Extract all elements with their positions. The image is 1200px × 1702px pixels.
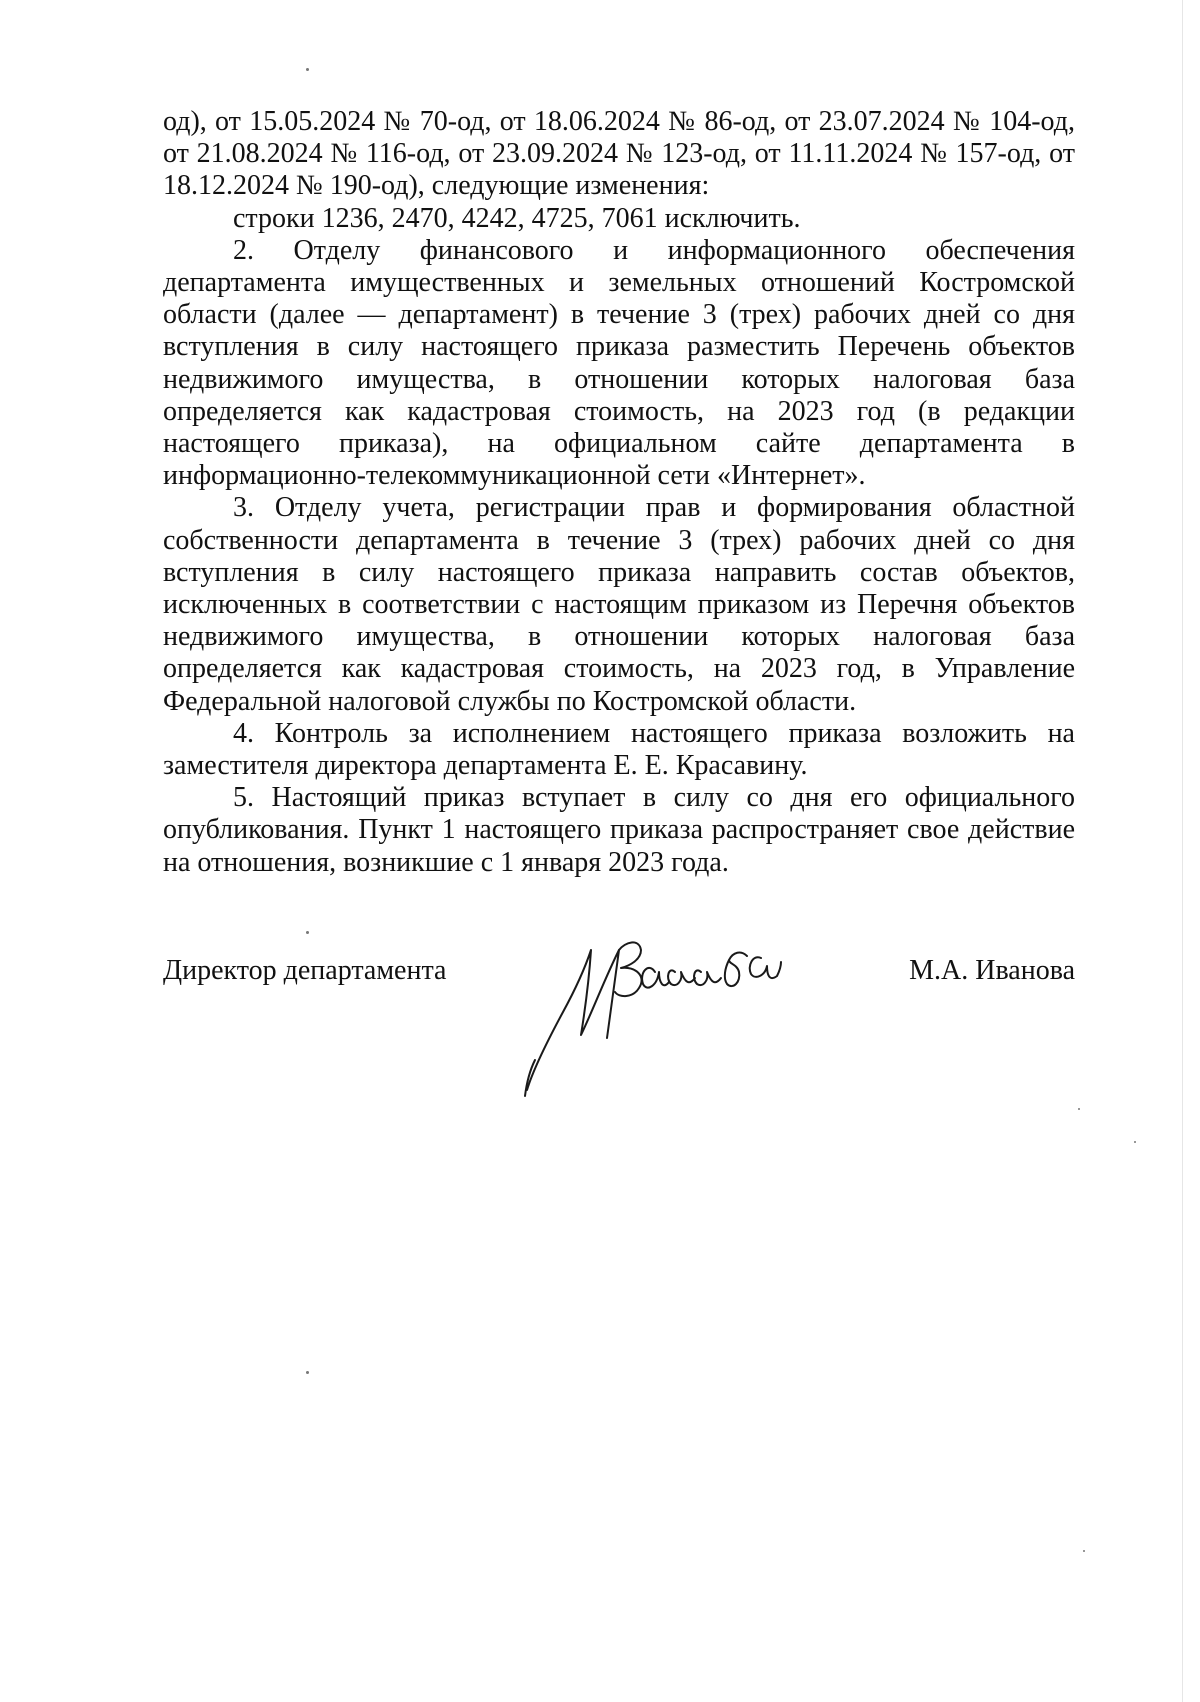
paragraph-item-5: 5. Настоящий приказ вступает в силу со дня его официального опубликования. Пункт 1 настоящего приказа распространяет свое действие на отношения, возникшие с 1 января 2023 года.	[163, 782, 1075, 878]
scan-speck	[1083, 1550, 1085, 1552]
scan-edge-line	[1182, 0, 1183, 1702]
paragraph-item-4: 4. Контроль за исполнением настоящего приказа возложить на заместителя директора департамента Е. Е. Красавину.	[163, 717, 1075, 782]
scan-speck	[306, 931, 309, 934]
paragraph-rows-excluded: строки 1236, 2470, 4242, 4725, 7061 исключить.	[233, 202, 801, 234]
scan-speck	[1078, 1108, 1080, 1110]
scan-speck	[1134, 1141, 1136, 1143]
paragraph-item-3: 3. Отделу учета, регистрации прав и формирования областной собственности департамента в течение 3 (трех) рабочих дней со дня вступления в силу настоящего приказа направить состав объектов, исключенных в соответствии с настоящим приказом из Перечня объектов недвижимого имущества, в отношении которых налоговая база определяется как кадастровая стоимость, на 2023 год, в Управление Федеральной налоговой службы по Костромской области.	[163, 492, 1075, 717]
signatory-position: Директор департамента	[163, 955, 447, 986]
signatory-name: М.А. Иванова	[909, 955, 1075, 986]
handwritten-signature	[515, 920, 815, 1100]
paragraph-item-2: 2. Отделу финансового и информационного обеспечения департамента имущественных и земельных отношений Костромской области (далее — департамент) в течение 3 (трех) рабочих дней со дня вступления в силу настоящего приказа разместить Перечень объектов недвижимого имущества, в отношении которых налоговая база определяется как кадастровая стоимость, на 2023 год (в редакции настоящего приказа), на официальном сайте департамента в информационно-телекоммуникационной сети «Интернет».	[163, 234, 1075, 492]
paragraph-amendment-dates: од), от 15.05.2024 № 70-од, от 18.06.2024 № 86-од, от 23.07.2024 № 104-од, от 21.08.2024 № 116-од, от 23.09.2024 № 123-од, от 11.11.2024 № 157-од, от 18.12.2024 № 190-од), следующие изменения:	[163, 106, 1075, 202]
scan-speck	[306, 1371, 309, 1374]
scan-speck	[306, 68, 309, 71]
document-body	[163, 106, 1075, 879]
